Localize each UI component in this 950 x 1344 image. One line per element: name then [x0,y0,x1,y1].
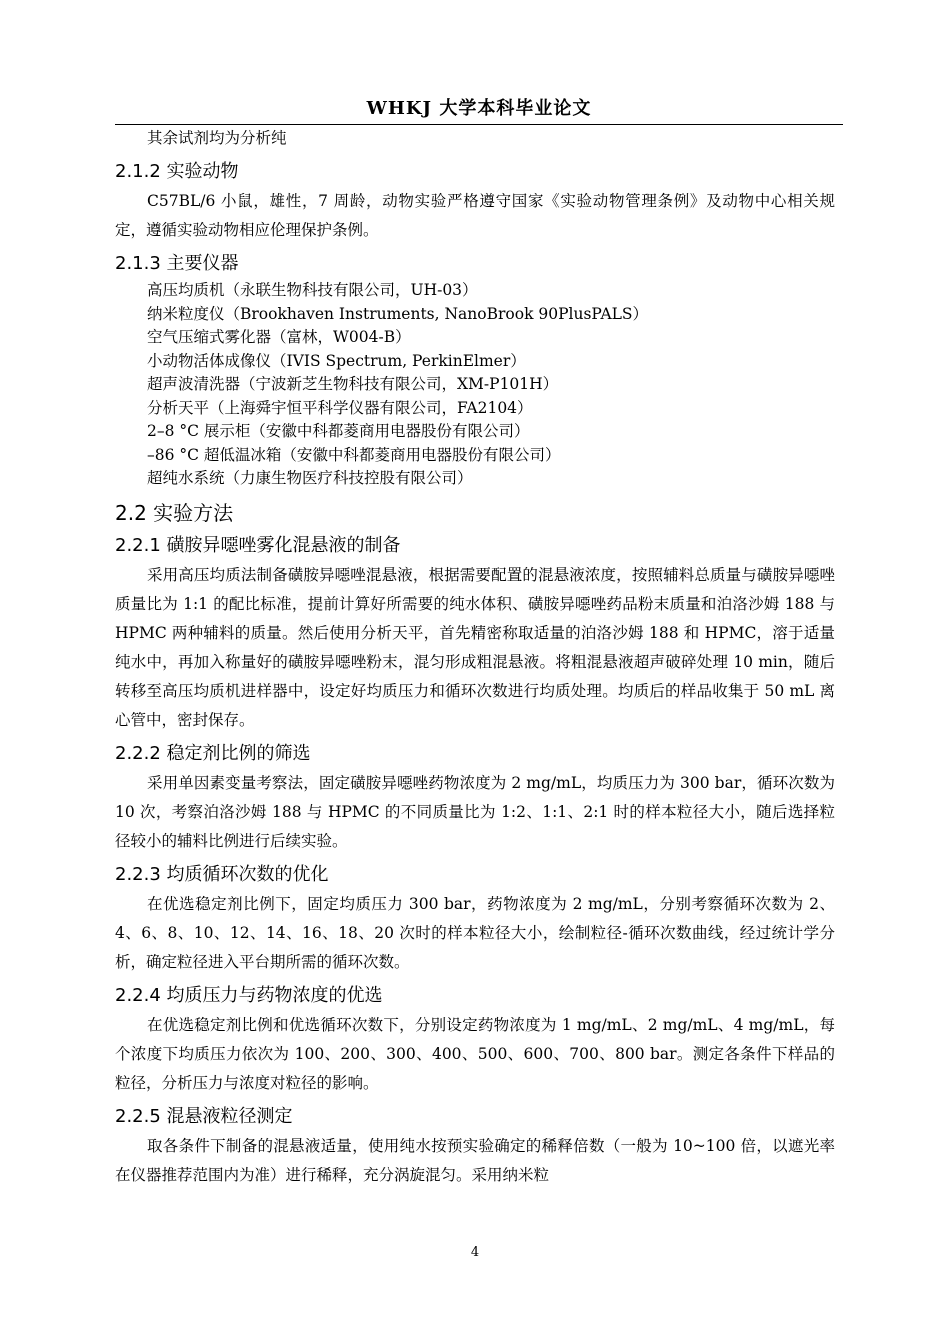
instrument-item: 超纯水系统（力康生物医疗科技控股有限公司） [147,469,473,487]
intro-line: 其余试剂均为分析纯 [147,129,287,147]
heading-2-1-3: 2.1.3 主要仪器 [115,253,239,274]
instrument-item: 小动物活体成像仪（IVIS Spectrum, PerkinElmer） [147,351,526,370]
instrument-item: 分析天平（上海舜宇恒平科学仪器有限公司，FA2104） [147,398,533,417]
paragraph-2-2-3: 在优选稳定剂比例下，固定均质压力 300 bar，药物浓度为 2 mg/mL，分别考察循环次数为 2、4、6、8、10、12、14、16、18、20 次时的样本粒径大小，绘制粒径-循环次数曲线，经过统计学分析，确定粒径进入平台期所需的循环次数。 [115,894,835,971]
heading-2-2-2: 2.2.2 稳定剂比例的筛选 [115,742,311,764]
paragraph-2-1-2: C57BL/6 小鼠，雄性，7 周龄，动物实验严格遵守国家《实验动物管理条例》及动物中心相关规定，遵循实验动物相应伦理保护条例。 [115,192,835,239]
instrument-item: 超声波清洗器（宁波新芝生物科技有限公司，XM-P101H） [147,375,559,393]
paragraph-2-2-1: 采用高压均质法制备磺胺异噁唑混悬液，根据需要配置的混悬液浓度，按照辅料总质量与磺胺异噁唑质量比为 1:1 的配比标准，提前计算好所需要的纯水体积、磺胺异噁唑药品粉末质量和泊洛沙姆 188 与 HPMC 两种辅料的质量。然后使用分析天平，首先精密称取适量的泊洛沙姆 188 和 HPMC，溶于适量纯水中，再加入称量好的磺胺异噁唑粉末，混匀形成粗混悬液。将粗混悬液超声破碎处理 10 min，随后转移至高压均质机进样器中，设定好均质压力和循环次数进行均质处理。均质后的样品收集于 50 mL 离心管中，密封保存。 [115,565,835,729]
paragraph-2-2-5: 取各条件下制备的混悬液适量，使用纯水按预实验确定的稀释倍数（一般为 10~100 倍，以遮光率在仪器推荐范围内为准）进行稀释，充分涡旋混匀。采用纳米粒 [115,1136,835,1184]
instrument-list [115,279,835,491]
page-number: 4 [470,1245,480,1260]
heading-2-2-3: 2.2.3 均质循环次数的优化 [115,863,329,885]
instrument-item: –86 °C 超低温冰箱（安徽中科都菱商用电器股份有限公司） [147,445,561,464]
paragraph-2-2-2: 采用单因素变量考察法，固定磺胺异噁唑药物浓度为 2 mg/mL，均质压力为 300 bar，循环次数为 10 次，考察泊洛沙姆 188 与 HPMC 的不同质量比为 1:2、1:1、2:1 时的样本粒径大小，随后选择粒径较小的辅料比例进行后续实验。 [115,773,835,850]
page-header [115,96,843,125]
heading-2-2-4: 2.2.4 均质压力与药物浓度的优选 [115,984,383,1006]
instrument-item: 高压均质机（永联生物科技有限公司，UH-03） [147,281,478,299]
instrument-item: 空气压缩式雾化器（富林，W004-B） [147,328,411,346]
page-body [115,124,835,1190]
header-title: WHKJ 大学本科毕业论文 [366,98,592,119]
heading-2-2: 2.2 实验方法 [115,500,234,525]
instrument-item: 纳米粒度仪（Brookhaven Instruments, NanoBrook 90PlusPALS） [147,304,649,323]
instrument-item: 2–8 °C 展示柜（安徽中科都菱商用电器股份有限公司） [147,422,530,440]
paragraph-2-2-4: 在优选稳定剂比例和优选循环次数下，分别设定药物浓度为 1 mg/mL、2 mg/mL、4 mg/mL，每个浓度下均质压力依次为 100、200、300、400、500、600、700、800 bar。测定各条件下样品的粒径，分析压力与浓度对粒径的影响。 [115,1015,835,1092]
heading-2-1-2: 2.1.2 实验动物 [115,161,239,182]
heading-2-2-5: 2.2.5 混悬液粒径测定 [115,1105,293,1127]
heading-2-2-1: 2.2.1 磺胺异噁唑雾化混悬液的制备 [115,534,401,556]
